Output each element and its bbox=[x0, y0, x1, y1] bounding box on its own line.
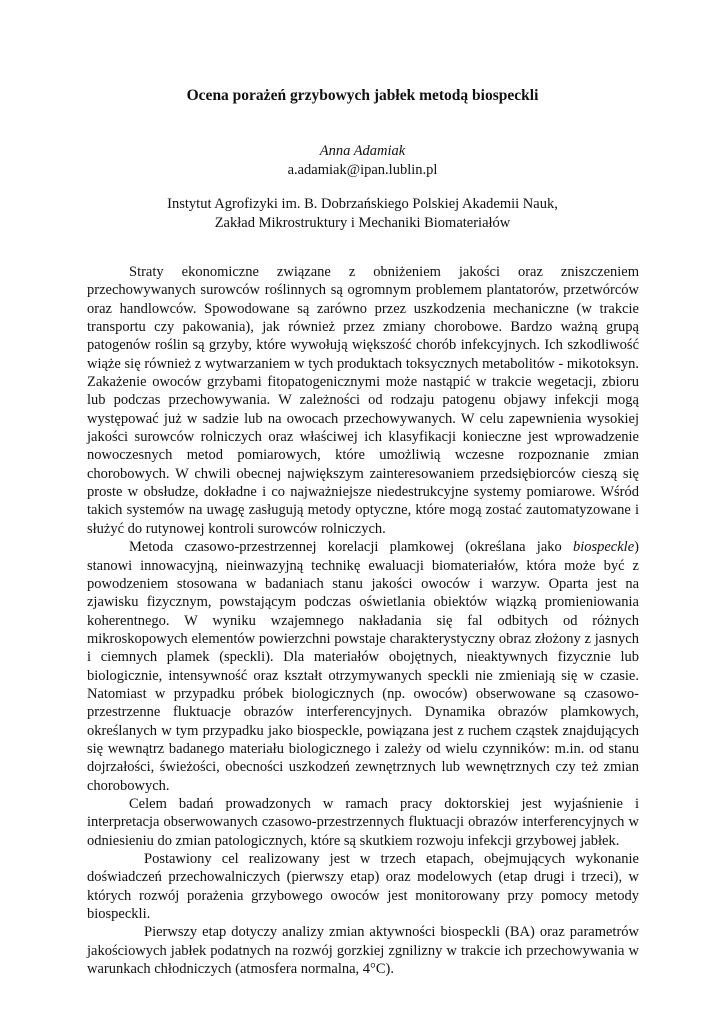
paragraph-aim: Celem badań prowadzonych w ramach pracy doktorskiej jest wyjaśnienie i interpretacja obserwowanych czasowo-przestrzennych fluktuacji obrazów interferencyjnych w odniesieniu do zmian patologicznych, które są skutkiem rozwoju infekcji grzybowej jabłek. bbox=[87, 795, 639, 849]
affiliation-line-1: Instytut Agrofizyki im. B. Dobrzańskiego Polskiej Akademii Nauk, bbox=[167, 196, 558, 212]
method-term-biospeckle: biospeckle bbox=[572, 539, 635, 556]
method-text-after: ) stanowi innowacyjną, nieinwazyjną technikę ewaluacji biomateriałów, która może być z powodzeniem stosowana w badaniach stanu jakości owoców i warzyw. Oparta jest na zjawisku fizycznym, powstającym podczas oświetlania obiektów wiązką promieniowania koherentnego. W wyniku wzajemnego nakładania się fal odbitych od różnych mikroskopowych elementów powierzchni powstaje charakterystyczny obraz złożony z jasnych i ciemnych plamek (speckli). Dla materiałów obojętnych, nieaktywnych fizycznie lub biologicznie, intensywność oraz kształt otrzymywanych speckli nie zmieniają się w czasie. Natomiast w przypadku próbek biologicznych (np. owoców) obserwowane są czasowo-przestrzenne fluktuacje obrazów interferencyjnych. Dynamika obrazów plamkowych, określanych w tym przypadku jako biospeckle, powiązana jest z ruchem cząstek znajdujących się wewnątrz badanego materiału biologicznego i zależy od wielu czynników: m.in. od stanu dojrzałości, świeżości, obecności uszkodzeń zewnętrznych lub wewnętrznych czy też zmian chorobowych. bbox=[87, 539, 639, 794]
body-text bbox=[87, 263, 639, 978]
method-text-before: Metoda czasowo-przestrzennej korelacji plamkowej (określana jako bbox=[129, 539, 573, 556]
affiliation-line-2: Zakład Mikrostruktury i Mechaniki Biomateriałów bbox=[214, 215, 511, 231]
paragraph-method bbox=[87, 538, 639, 795]
affiliation bbox=[0, 195, 725, 233]
paragraph-stages: Postawiony cel realizowany jest w trzech etapach, obejmujących wykonanie doświadczeń przechowalniczych (pierwszy etap) oraz modelowych (etap drugi i trzeci), w których rozwój porażenia grzybowego owoców jest monitorowany przy pomocy metody biospeckli. bbox=[87, 851, 639, 923]
author-name: Anna Adamiak bbox=[319, 143, 406, 159]
author-email: a.adamiak@ipan.lublin.pl bbox=[287, 162, 438, 178]
paragraph-first-stage: Pierwszy etap dotyczy analizy zmian aktywności biospeckli (BA) oraz parametrów jakościowych jabłek podatnych na rozwój gorzkiej zgnilizny w trakcie ich przechowywania w warunkach chłodniczych (atmosfera normalna, 4°C). bbox=[87, 924, 639, 978]
paper-title: Ocena porażeń grzybowych jabłek metodą biospeckli bbox=[186, 87, 539, 104]
paragraph-intro: Straty ekonomiczne związane z obniżeniem jakości oraz zniszczeniem przechowywanych surowców roślinnych są ogromnym problemem plantatorów, przetwórców oraz handlowców. Spowodowane są zarówno przez uszkodzenia mechaniczne (w trakcie transportu czy pakowania), jak również przez zmiany chorobowe. Bardzo ważną grupą patogenów roślin są grzyby, które wywołują większość chorób infekcyjnych. Ich szkodliwość wiąże się również z wytwarzaniem w tych produktach toksycznych metabolitów - mikotoksyn. Zakażenie owoców grzybami fitopatogenicznymi może nastąpić w trakcie wegetacji, zbioru lub podczas przechowywania. W zależności od rodzaju patogenu objawy infekcji mogą występować już w sadzie lub na owocach przechowywanych. W celu zapewnienia wysokiej jakości surowców rolniczych oraz właściwej ich klasyfikacji konieczne jest wprowadzenie nowoczesnych metod pomiarowych, które umożliwią wczesne rozpoznanie zmian chorobowych. W chwili obecnej największym zainteresowaniem przedsiębiorców cieszą się proste w obsłudze, dokładne i co najważniejsze niedestrukcyjne systemy pomiarowe. Wśród takich systemów na uwagę zasługują metody optyczne, które mogą zostać zautomatyzowane i służyć do rutynowej kontroli surowców rolniczych. bbox=[87, 264, 639, 537]
